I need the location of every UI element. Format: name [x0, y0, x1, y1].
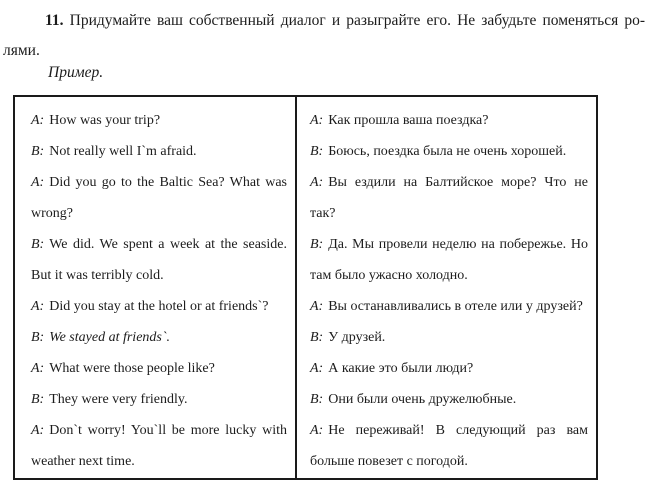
dialog-line-en-6 [31, 322, 287, 353]
dialog-line-ru-7 [310, 353, 588, 384]
dialog-english-column [15, 97, 295, 478]
speaker-label: B: [31, 392, 45, 407]
dialog-line-text: Боюсь, поездка была не очень хорошей. [328, 144, 567, 159]
dialog-line-text: We stayed at friends`. [49, 330, 171, 345]
speaker-label: A: [310, 423, 324, 438]
dialog-line-en-8 [31, 384, 287, 415]
dialog-line-en-5 [31, 291, 287, 322]
dialog-line-ru-9 [310, 415, 588, 477]
speaker-label: B: [310, 392, 324, 407]
speaker-label: A: [31, 299, 45, 314]
dialog-line-text: Вы ездили на Балтийское море? Что не так? [310, 175, 588, 221]
example-label: Пример. [48, 64, 104, 81]
dialog-line-ru-3 [310, 167, 588, 229]
dialog-line-ru-8 [310, 384, 588, 415]
dialog-line-en-4 [31, 229, 287, 291]
speaker-label: B: [31, 237, 45, 252]
dialog-line-ru-6 [310, 322, 588, 353]
speaker-label: B: [310, 330, 324, 345]
task-line-2: лями. [3, 42, 40, 59]
speaker-label: B: [310, 144, 324, 159]
dialog-line-text: Как прошла ваша поездка? [328, 113, 489, 128]
speaker-label: A: [310, 175, 324, 190]
dialog-line-text: Они были очень дружелюбные. [328, 392, 517, 407]
dialog-line-en-1 [31, 105, 287, 136]
dialog-line-text: What were those people like? [49, 361, 215, 376]
dialog-line-text: Did you go to the Baltic Sea? What was wrong? [31, 175, 287, 221]
dialog-line-en-7 [31, 353, 287, 384]
speaker-label: A: [310, 299, 324, 314]
dialog-line-text: А какие это были люди? [328, 361, 474, 376]
speaker-label: A: [310, 361, 324, 376]
speaker-label: B: [31, 144, 45, 159]
speaker-label: A: [31, 361, 45, 376]
dialog-line-ru-5 [310, 291, 588, 322]
dialog-line-text: Вы останавливались в отеле или у друзей? [328, 299, 583, 314]
task-text: Придумайте ваш собственный диалог и разыграйте его. Не забудьте поменяться ро- [69, 12, 645, 29]
dialog-line-ru-2 [310, 136, 588, 167]
dialog-line-text: У друзей. [328, 330, 386, 345]
dialog-line-en-2 [31, 136, 287, 167]
task-line-1 [3, 6, 645, 36]
speaker-label: B: [31, 330, 45, 345]
speaker-label: A: [310, 113, 324, 128]
dialog-line-ru-1 [310, 105, 588, 136]
speaker-label: A: [31, 175, 45, 190]
speaker-label: A: [31, 423, 45, 438]
example-dialog-table [13, 95, 598, 480]
dialog-line-text: How was your trip? [49, 113, 161, 128]
dialog-line-text: They were very friendly. [49, 392, 188, 407]
dialog-line-ru-4 [310, 229, 588, 291]
dialog-line-en-9 [31, 415, 287, 477]
dialog-line-text: Don`t worry! You`ll be more lucky with weather next time. [31, 423, 287, 469]
dialog-line-text: We did. We spent a week at the seaside. But it was terribly cold. [31, 237, 287, 283]
dialog-line-text: Did you stay at the hotel or at friends`? [49, 299, 269, 314]
dialog-line-text: Да. Мы провели неделю на побережье. Но там было ужасно холодно. [310, 237, 588, 283]
dialog-line-text: Не переживай! В следующий раз вам больше повезет с погодой. [310, 423, 588, 469]
dialog-russian-column [295, 97, 596, 478]
speaker-label: A: [31, 113, 45, 128]
task-number: 11. [45, 12, 64, 29]
task-statement [3, 6, 645, 66]
dialog-line-en-3 [31, 167, 287, 229]
speaker-label: B: [310, 237, 324, 252]
dialog-line-text: Not really well I`m afraid. [49, 144, 197, 159]
